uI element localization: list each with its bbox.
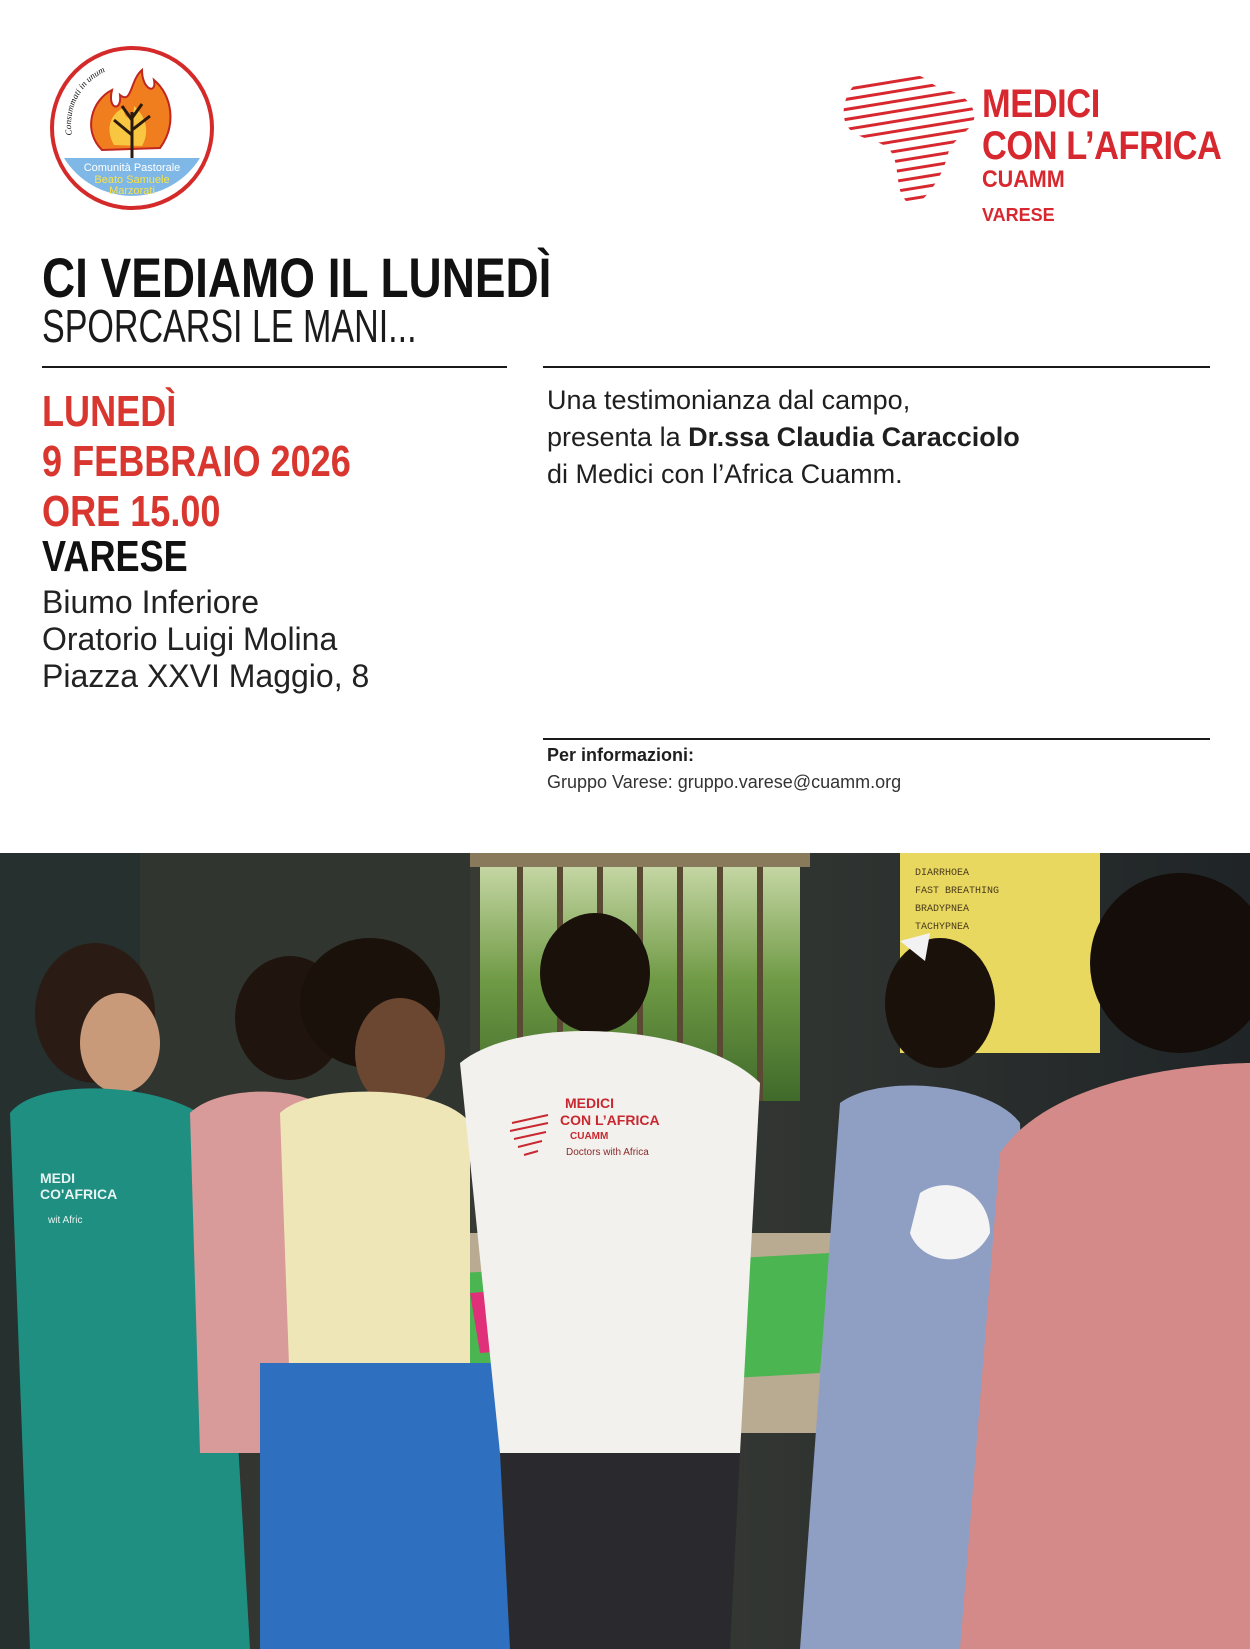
description-line2 bbox=[547, 419, 1167, 456]
field-photo bbox=[0, 853, 1250, 1649]
coat-text: MEDICI bbox=[565, 1095, 614, 1111]
description-line1: Una testimonianza dal campo, bbox=[547, 385, 911, 415]
coat-text: CUAMM bbox=[570, 1131, 609, 1142]
parish-logo bbox=[42, 40, 222, 210]
event-city: VARESE bbox=[42, 532, 188, 581]
venue-line: Oratorio Luigi Molina bbox=[42, 621, 338, 657]
info-contact: Gruppo Varese: gruppo.varese@cuamm.org bbox=[547, 772, 902, 792]
parish-name-line4: VARESE bbox=[120, 199, 144, 205]
speaker-name: Dr.ssa Claudia Caracciolo bbox=[688, 422, 1020, 452]
event-description bbox=[547, 382, 1167, 493]
divider-left bbox=[42, 366, 507, 368]
venue-line: Piazza XXVI Maggio, 8 bbox=[42, 658, 370, 694]
parish-arc-text: Consummati in unum bbox=[63, 64, 107, 137]
cuamm-logo-line1: MEDICI bbox=[982, 82, 1100, 126]
scrubs-text: CO'AFRICA bbox=[40, 1186, 118, 1202]
scrubs-text: MEDI bbox=[40, 1170, 75, 1186]
page-title: CI VEDIAMO IL LUNEDÌ bbox=[42, 246, 552, 309]
divider-right bbox=[543, 366, 1210, 368]
venue-line: Biumo Inferiore bbox=[42, 584, 259, 620]
event-day: LUNEDÌ bbox=[42, 387, 177, 436]
description-line2-prefix: presenta la bbox=[547, 422, 689, 452]
page-subtitle: SPORCARSI LE MANI... bbox=[42, 300, 417, 352]
poster-line: DIARRHOEA bbox=[915, 868, 970, 879]
divider-info bbox=[543, 738, 1210, 740]
info-title: Per informazioni: bbox=[547, 745, 695, 765]
poster-line: TACHYPNEA bbox=[915, 922, 970, 933]
cuamm-logo-line2: CON L’AFRICA bbox=[982, 124, 1222, 168]
cuamm-logo-line4: VARESE bbox=[982, 205, 1055, 225]
poster-line: BRADYPNEA bbox=[915, 904, 970, 915]
coat-text: CON L’AFRICA bbox=[560, 1112, 660, 1128]
scrubs-text: wit Afric bbox=[48, 1215, 83, 1226]
parish-name-line3: Marzorati bbox=[109, 185, 155, 197]
africa-map-icon bbox=[840, 62, 980, 212]
poster-line: FAST BREATHING bbox=[915, 886, 1000, 897]
event-time: ORE 15.00 bbox=[42, 487, 221, 536]
parish-name-line2: Beato Samuele bbox=[94, 174, 170, 186]
coat-text: Doctors with Africa bbox=[566, 1147, 649, 1158]
parish-name-line1: Comunità Pastorale bbox=[83, 162, 181, 174]
cuamm-logo bbox=[840, 62, 1222, 225]
description-line3: di Medici con l’Africa Cuamm. bbox=[547, 459, 903, 489]
event-date: 9 FEBBRAIO 2026 bbox=[42, 437, 351, 486]
cuamm-logo-line3: CUAMM bbox=[982, 166, 1065, 193]
